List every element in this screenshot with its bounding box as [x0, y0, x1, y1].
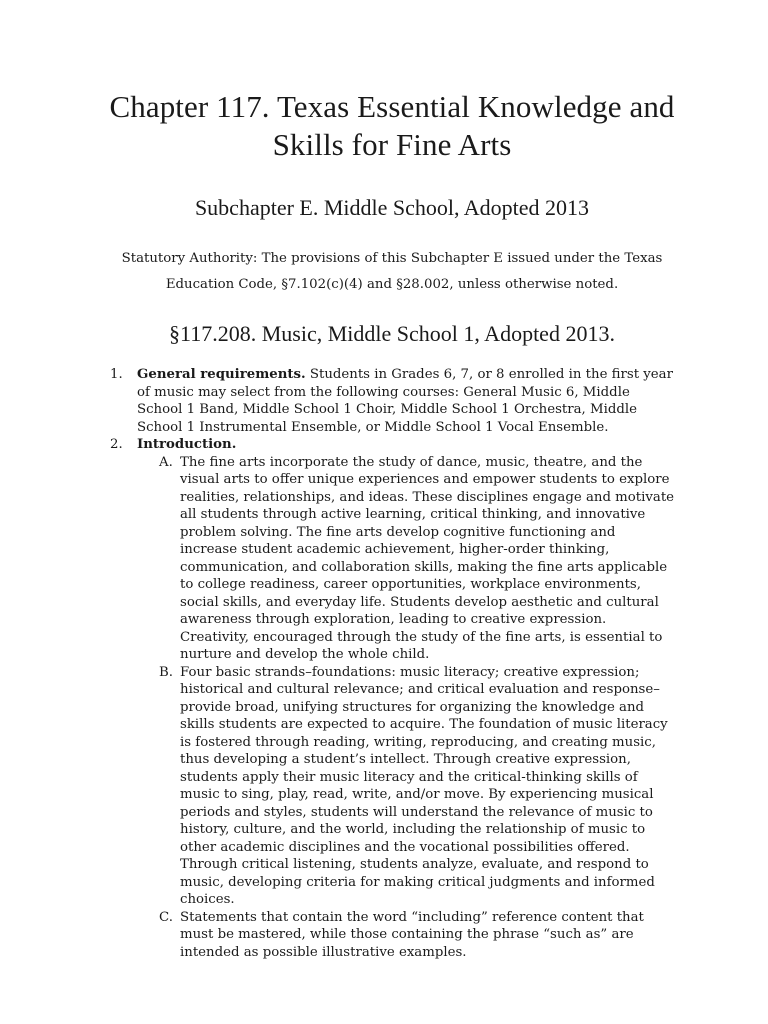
- general-requirements-text: Students in Grades 6, 7, or 8 enrolled in the first year of music may select from the following courses: General Music 6, Middle School 1 Band, Middle School 1 Choir, Middle School 1 Orchestra, Middle School 1 Instrumental Ensemble, or Middle School 1 Vocal Ensemble.: [137, 367, 673, 435]
- sublist-text: Statements that contain the word “including” reference content that must be mastered, while those containing the phrase “such as” are intended as possible illustrative examples.: [180, 909, 644, 960]
- requirements-list: [108, 366, 676, 961]
- sublist-letter: A.: [159, 454, 173, 470]
- sublist-item-c: [137, 909, 676, 962]
- sublist-letter: C.: [159, 909, 173, 925]
- section-title: §117.208. Music, Middle School 1, Adopted 2013.: [169, 321, 615, 346]
- statutory-authority: Statutory Authority: The provisions of this Subchapter E issued under the Texas Education Code, §7.102(c)(4) and §28.002, unless otherwise noted.: [121, 251, 663, 292]
- list-number: 1.: [110, 367, 123, 382]
- list-item-general-requirements: [108, 366, 676, 436]
- sublist-text: Four basic strands–foundations: music literacy; creative expression; historical and cultural relevance; and critical evaluation and response–provide broad, unifying structures for organizing the knowledge and skills students are expected to acquire. The foundation of music literacy is fostered through reading, writing, reproducing, and creating music, thus developing a student’s intellect. Through creative expression, students apply their music literacy and the critical-thinking skills of music to sing, play, read, write, and/or move. By experiencing musical periods and styles, students will understand the relevance of music to history, culture, and the world, including the relationship of music to other academic disciplines and the vocational possibilities offered. Through critical listening, students analyze, evaluate, and respond to music, developing criteria for making critical judgments and informed choices.: [180, 664, 668, 907]
- sublist-item-b: [137, 664, 676, 909]
- chapter-title: Chapter 117. Texas Essential Knowledge and Skills for Fine Arts: [109, 89, 675, 162]
- list-number: 2.: [110, 437, 123, 452]
- introduction-label: Introduction.: [137, 437, 237, 452]
- sublist-item-a: [137, 454, 676, 664]
- sublist-letter: B.: [159, 664, 173, 680]
- introduction-sublist: [137, 454, 676, 962]
- subchapter-title: Subchapter E. Middle School, Adopted 2013: [194, 195, 590, 220]
- general-requirements-label: General requirements.: [137, 367, 306, 382]
- list-item-introduction: [108, 436, 676, 961]
- sublist-text: The fine arts incorporate the study of dance, music, theatre, and the visual arts to offer unique experiences and empower students to explore realities, relationships, and ideas. These disciplines engage and motivate all students through active learning, critical thinking, and innovative problem solving. The fine arts develop cognitive functioning and increase student academic achievement, higher-order thinking, communication, and collaboration skills, making the fine arts applicable to college readiness, career opportunities, workplace environments, social skills, and everyday life. Students develop aesthetic and cultural awareness through exploration, leading to creative expression. Creativity, encouraged through the study of the fine arts, is essential to nurture and develop the whole child.: [180, 454, 675, 662]
